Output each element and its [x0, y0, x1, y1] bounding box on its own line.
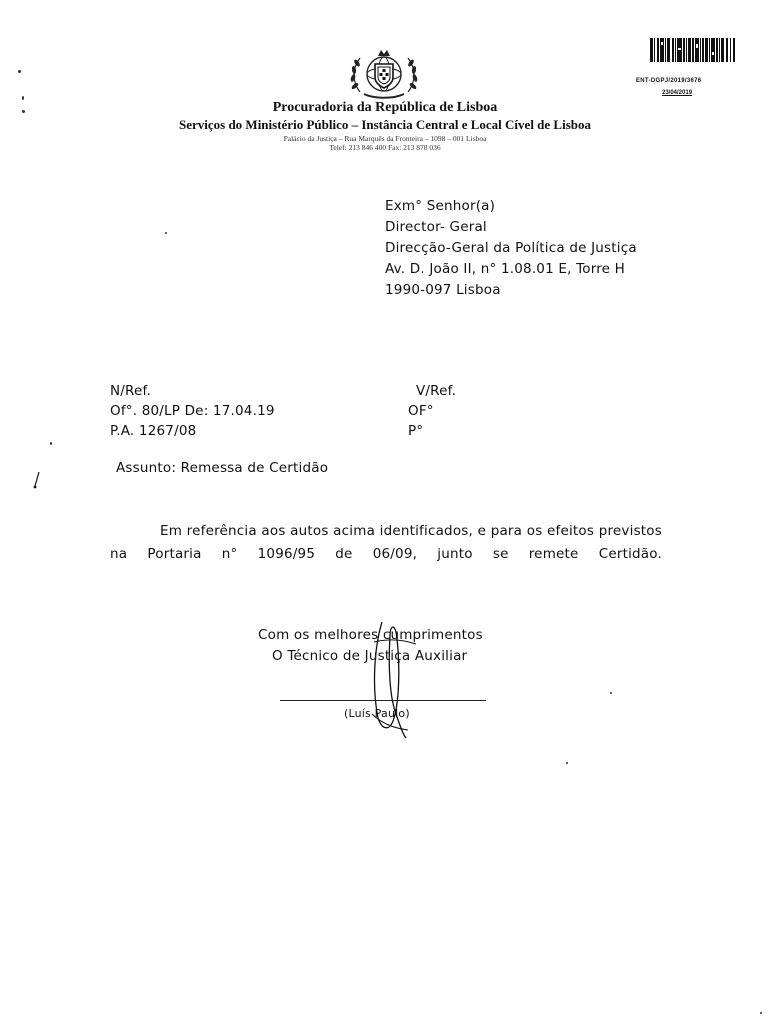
scan-speck — [22, 110, 25, 113]
our-reference — [110, 381, 275, 441]
our-ref-label: N/Ref. — [110, 383, 151, 399]
stamp-date: 23/04/2019 — [662, 90, 693, 96]
stamp-entry-code: ENT-DGPJ/2019/3676 — [636, 78, 702, 84]
recipient-salutation: Exm° Senhor(a) — [385, 198, 496, 214]
handwritten-signature — [360, 618, 426, 740]
recipient-department: Direcção-Geral da Política de Justiça — [385, 240, 637, 256]
your-ref-process: P° — [408, 423, 424, 439]
your-ref-label: V/Ref. — [416, 383, 457, 399]
recipient-address — [385, 196, 637, 301]
organization-services: Serviços do Ministério Público – Instância Central e Local Cível de Lisboa — [178, 117, 591, 132]
signer-name: (Luís Paulo) — [344, 707, 410, 720]
scan-speck — [165, 232, 167, 234]
organization-name: Procuradoria da República de Lisboa — [272, 100, 498, 115]
scan-speck — [760, 1012, 762, 1014]
stray-mark — [32, 470, 42, 490]
subject-line: Assunto: Remessa de Certidão — [116, 460, 329, 476]
your-reference — [408, 381, 456, 441]
body-paragraph: Em referência aos autos acima identificados, e para os efeitos previstos na Portaria n° 1096/95 de 06/09, junto se remete Certidão. — [110, 523, 662, 562]
scan-speck — [50, 442, 52, 445]
recipient-title: Director- Geral — [385, 219, 487, 235]
our-ref-oficio: Of°. 80/LP De: 17.04.19 — [110, 403, 275, 419]
barcode-image — [650, 36, 736, 66]
organization-address: Palácio da Justiça – Rua Marquês da Fronteira – 1098 – 001 Lisboa — [283, 134, 487, 143]
scan-speck — [566, 762, 568, 764]
your-ref-oficio: OF° — [408, 403, 434, 419]
our-ref-process: P.A. 1267/08 — [110, 423, 197, 439]
recipient-postal: 1990-097 Lisboa — [385, 282, 501, 298]
recipient-street: Av. D. João II, n° 1.08.01 E, Torre H — [385, 261, 626, 277]
coat-of-arms-emblem — [346, 46, 422, 102]
closing-role: O Técnico de Justiça Auxiliar — [272, 648, 468, 664]
scan-speck — [22, 96, 24, 100]
scan-speck — [18, 70, 21, 73]
scan-speck — [610, 692, 612, 694]
closing-greeting: Com os melhores cumprimentos — [258, 627, 483, 643]
letter-body — [110, 520, 662, 566]
organization-phone: Telef: 213 846 400 Fax: 213 878 036 — [329, 143, 441, 152]
